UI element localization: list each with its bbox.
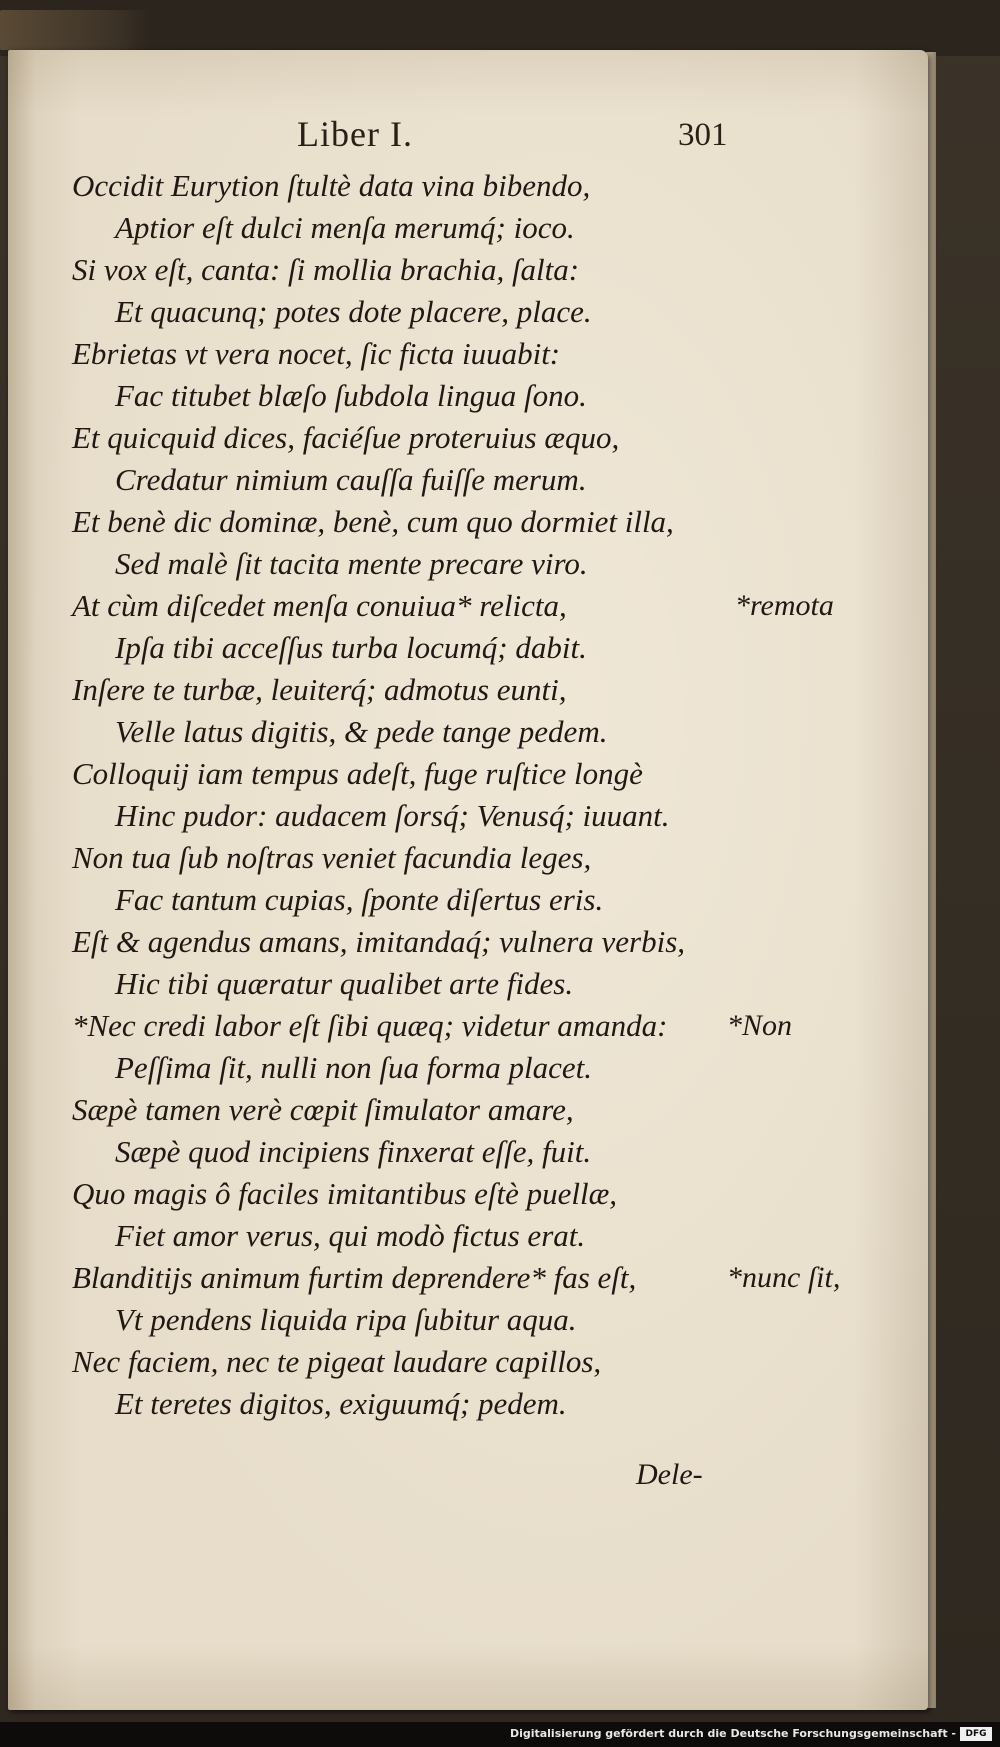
verse-line: Sæpè tamen verè cœpit ſimulator amare,	[72, 1092, 574, 1127]
verse-line: Nec faciem, nec te pigeat laudare capillos,	[72, 1344, 602, 1379]
verse-line: Quo magis ô faciles imitantibus eſtè puellæ,	[72, 1176, 618, 1211]
verse-line: Si vox eſt, canta: ſi mollia brachia, ſalta:	[72, 252, 580, 287]
verse-line: Vt pendens liquida ripa ſubitur aqua.	[115, 1302, 577, 1337]
catchword: Dele-	[636, 1458, 703, 1491]
verse-line: Et teretes digitos, exiguumq́; pedem.	[115, 1386, 567, 1421]
marginal-gloss: *Non	[727, 1009, 793, 1042]
verse-line: At cùm diſcedet menſa conuiua* relicta,	[72, 588, 567, 623]
page-number: 301	[678, 117, 728, 153]
verse-line: Blanditijs animum furtim deprendere* fas eſt,	[72, 1260, 637, 1295]
running-title: Liber I.	[297, 114, 413, 154]
verse-line: Sæpè quod incipiens finxerat eſſe, fuit.	[115, 1134, 592, 1169]
verse-line: Fiet amor verus, qui modò fictus erat.	[115, 1218, 586, 1253]
book-top-edge	[0, 0, 1000, 56]
verse-line: Fac tantum cupias, ſponte diſertus eris.	[115, 882, 604, 917]
verse-line: Fac titubet blæſo ſubdola lingua ſono.	[115, 378, 587, 413]
verse-line: Sed malè ſit tacita mente precare viro.	[115, 546, 588, 581]
verse-line: Velle latus digitis, & pede tange pedem.	[115, 714, 608, 749]
verse-line: Hinc pudor: audacem ſorsq́; Venusq́; iuuant.	[115, 798, 670, 833]
verse-line: Ebrietas vt vera nocet, ſic ficta iuuabit:	[72, 336, 561, 371]
verse-line: Hic tibi quæratur qualibet arte fides.	[115, 966, 574, 1001]
verse-line: Ipſa tibi acceſſus turba locumq́; dabit.	[115, 630, 587, 665]
verse-line: Occidit Eurytion ſtultè data vina bibendo,	[72, 168, 591, 203]
verse-line: Et quacunq; potes dote placere, place.	[115, 294, 592, 329]
verse-line: Aptior eſt dulci menſa merumq́; ioco.	[115, 210, 575, 245]
marginal-gloss: *remota	[735, 589, 834, 622]
verse-line: Peſſima ſit, nulli non ſua forma placet.	[115, 1050, 593, 1085]
verse-line: Inſere te turbæ, leuiterq́; admotus eunti,	[72, 672, 567, 707]
funding-credit: Digitalisierung gefördert durch die Deutsche Forschungsgemeinschaft -	[509, 1727, 956, 1740]
verse-line: Et quicquid dices, faciéſue proteruius æquo,	[72, 420, 620, 455]
spine-stain	[0, 10, 150, 50]
verse-line: Et benè dic dominæ, benè, cum quo dormiet illa,	[72, 504, 674, 539]
footer-bar	[0, 1722, 1000, 1747]
verse-line: *Nec credi labor eſt ſibi quæq; videtur amanda:	[72, 1008, 668, 1043]
dfg-logo: DFG	[960, 1727, 992, 1741]
verse-line: Credatur nimium cauſſa fuiſſe merum.	[115, 462, 587, 497]
marginal-gloss: *nunc ſit,	[727, 1261, 841, 1294]
verse-line: Eſt & agendus amans, imitandaq́; vulnera verbis,	[72, 924, 686, 959]
verse-line: Colloquij iam tempus adeſt, fuge ruſtice longè	[72, 756, 643, 791]
page-header	[0, 113, 1000, 157]
verse-line: Non tua ſub noſtras veniet facundia leges,	[72, 840, 592, 875]
